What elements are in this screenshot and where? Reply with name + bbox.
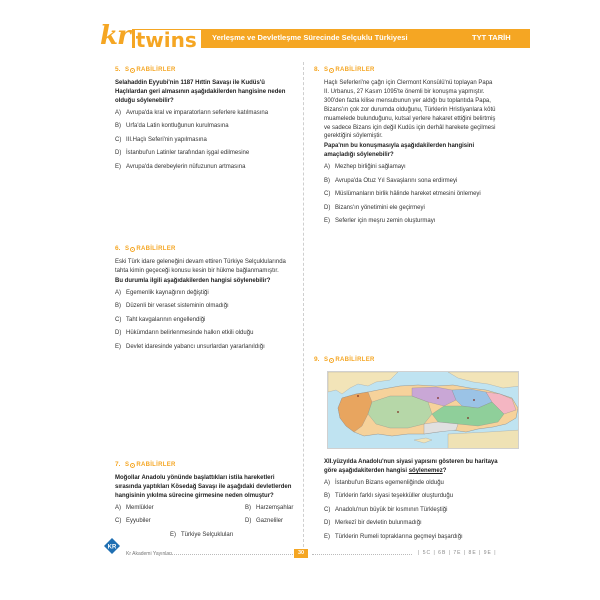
tag-dot-icon <box>329 358 334 363</box>
question-6 <box>115 245 295 356</box>
option-a[interactable]: A) Egemenlik kaynağının değiştiği <box>115 289 209 296</box>
option-a[interactable]: A) Avrupa'da kral ve imparatorların seferlere katılmasına <box>115 109 269 116</box>
option-c[interactable]: C) Taht kavgalarının engellendiği <box>115 316 206 323</box>
question-number: 8. <box>314 66 320 74</box>
question-9-header <box>314 356 499 369</box>
footer-dotted-line <box>165 554 293 555</box>
page-number: 30 <box>294 549 308 558</box>
publisher-name: Kr Akademi Yayınları <box>126 551 173 557</box>
option-c[interactable]: C) Anadolu'nun büyük bir kısmının Türkleştiği <box>324 506 448 513</box>
option-c[interactable]: C) Müslümanların birlik hâlinde hareket etmesini önlemeyi <box>324 191 481 198</box>
question-5 <box>115 66 295 176</box>
svg-text:KR: KR <box>107 544 117 551</box>
question-stem: Bu durumla ilgili aşağıdakilerden hangisi söylenebilir? <box>115 277 271 284</box>
option-d[interactable]: D) İstanbul'un Latinler tarafından işgal edilmesine <box>115 150 250 157</box>
tag-dot-icon <box>130 247 135 252</box>
question-7 <box>115 461 300 540</box>
options-list <box>115 289 295 352</box>
option-e[interactable]: E) Avrupa'da derebeylerin nüfuzunun artmasına <box>115 163 246 170</box>
sorabilirler-tag: S RABİLİRLER <box>125 67 176 74</box>
options-list <box>324 479 504 542</box>
tag-dot-icon <box>329 68 334 73</box>
sorabilirler-tag: S RABİLİRLER <box>125 462 176 469</box>
question-9 <box>314 458 504 546</box>
option-b[interactable]: B) Düzenli bir veraset sisteminin olmadığı <box>115 303 229 310</box>
question-number: 6. <box>115 245 121 253</box>
tag-dot-icon <box>130 463 135 468</box>
column-divider <box>303 62 304 552</box>
question-text: Haçlı Seferleri'ne çağrı için Clermont Konsülü'nü toplayan Papa II. Urbanus, 27 Kasım 1095'te önemli bir konuşma yapmıştır. 300'den fazla kilise mensubunun yer aldığı bu toplantıda Papa, Bizans'ın çok zor durumda olduğunu, Türklerin Hristiyanlara kötü muamelede bulunduğunu, kutsal yerlere hakaret ettiğini belirtmiş ve sadece Bizans için değil Kudüs için derhâl harekete geçilmesi gerektiğini söylemiştir. <box>324 80 496 140</box>
option-b[interactable]: B) Harzemşahlar <box>245 504 294 511</box>
footer-dotted-line <box>312 554 412 555</box>
anatolia-map <box>327 371 519 449</box>
question-8 <box>314 66 499 231</box>
option-b[interactable]: B) Türklerin farklı siyasi teşekküller oluşturduğu <box>324 493 454 500</box>
page-title: Yerleşme ve Devletleşme Sürecinde Selçuklu Türkiyesi <box>212 33 408 42</box>
option-a[interactable]: A) İstanbul'un Bizans egemenliğinde olduğu <box>324 479 444 486</box>
publisher-logo-icon <box>103 537 121 555</box>
map-drawing <box>328 372 519 449</box>
option-a[interactable]: A) Memlükler <box>115 504 154 511</box>
answer-key: | 5C | 6B | 7E | 8E | 9E | <box>418 550 497 556</box>
subject-label: TYT TARİH <box>472 33 511 42</box>
sorabilirler-tag: S RABİLİRLER <box>324 67 375 74</box>
option-c[interactable]: C) Eyyubiler <box>115 518 151 525</box>
question-text: Eski Türk idare geleneğini devam ettiren Türkiye Selçuklularında tahta kimin geçeceği konusu kesin bir hükme bağlanmamıştır. <box>115 259 286 274</box>
logo-kr-text: kr <box>100 21 130 51</box>
question-stem: Selahaddin Eyyubi'nin 1187 Hıttin Savaşı ile Kudüs'ü Haçlılardan geri almasının aşağıdakilerden hangisine neden olduğu söylenebilir? <box>115 80 286 104</box>
option-e[interactable]: E) Türkiye Selçukluları <box>170 531 234 538</box>
sorabilirler-tag: S RABİLİRLER <box>324 357 375 364</box>
option-a[interactable]: A) Mezhep birliğini sağlamayı <box>324 164 406 171</box>
option-e[interactable]: E) Seferler için meşru zemin oluşturmayı <box>324 218 436 225</box>
options-list <box>115 109 295 172</box>
logo-twins-text: twins <box>135 30 201 51</box>
option-b[interactable]: B) Urfa'da Latin kontluğunun kurulmasına <box>115 123 229 130</box>
tag-dot-icon <box>130 68 135 73</box>
option-e[interactable]: E) Devlet idaresinde yabancı unsurlardan yararlanıldığı <box>115 343 265 350</box>
option-d[interactable]: D) Bizans'ın yönetimini ele geçirmeyi <box>324 204 425 211</box>
sorabilirler-tag: S RABİLİRLER <box>125 246 176 253</box>
question-stem: Moğollar Anadolu yönünde başlattıkları istila hareketleri sırasında yaptıkları Kösedağ Savaşı ile aşağıdaki devletlerden hangisinin yıkılma sürecine girmesine neden olmuştur? <box>115 475 292 499</box>
options-grid <box>115 504 300 526</box>
options-list <box>324 163 499 226</box>
option-e[interactable]: E) Türklerin Rumeli topraklarına geçmeyi başardığı <box>324 533 463 540</box>
option-d[interactable]: D) Hükümdarın belirlenmesinde halkın etkili olduğu <box>115 330 254 337</box>
question-number: 5. <box>115 66 121 74</box>
question-number: 9. <box>314 356 320 364</box>
question-stem: Papa'nın bu konuşmasıyla aşağıdakilerden hangisini amaçladığı söylenebilir? <box>324 143 475 159</box>
brand-logo <box>100 17 201 51</box>
option-d[interactable]: D) Gazneliler <box>245 518 284 525</box>
question-stem: XII.yüzyılda Anadolu'nun siyasi yapısını gösteren bu haritaya göre aşağıdakiterden hangisi söylenemez? <box>324 459 498 474</box>
option-d[interactable]: D) Merkezî bir devletin bulunmadığı <box>324 520 422 527</box>
option-c[interactable]: C) III.Haçlı Seferi'nin yapılmasına <box>115 136 207 143</box>
option-b[interactable]: B) Avrupa'da Otuz Yıl Savaşlarını sona erdirmeyi <box>324 177 458 184</box>
question-number: 7. <box>115 461 121 469</box>
